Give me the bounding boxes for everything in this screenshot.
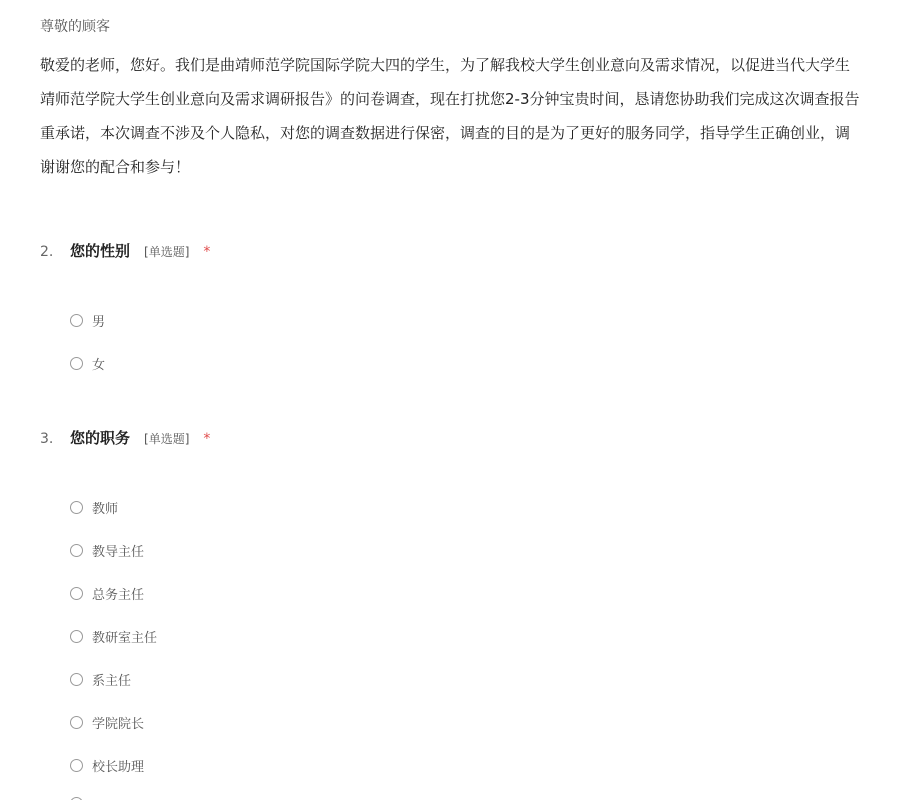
option-president-assistant[interactable] (70, 756, 144, 775)
option-label: 女 (92, 358, 106, 373)
option-department-head[interactable] (70, 670, 131, 689)
question-title: 您的性别 (70, 242, 131, 260)
intro-line: 敬爱的老师，您好。我们是曲靖师范学院国际学院大四的学生，为了解我校大学生创业意向及需求情况，以促进当代大学生 (40, 56, 851, 74)
radio-button[interactable] (70, 314, 83, 327)
question-position-header (40, 427, 210, 448)
option-female[interactable] (70, 354, 105, 373)
intro-line: 靖师范学院大学生创业意向及需求调研报告》的问卷调查，现在打扰您2-3分钟宝贵时间，恳请您协助我们完成这次调查报告 (40, 90, 860, 108)
option-dean-of-studies[interactable] (70, 541, 144, 560)
radio-button[interactable] (70, 759, 83, 772)
question-number: 2. (40, 244, 54, 260)
radio-button[interactable] (70, 501, 83, 514)
option-label: 教导主任 (92, 545, 145, 560)
option-male[interactable] (70, 311, 105, 330)
question-gender-header (40, 240, 210, 261)
option-college-dean[interactable] (70, 713, 144, 732)
greeting-text: 尊敬的顾客 (40, 19, 110, 35)
radio-button[interactable] (70, 357, 83, 370)
radio-button[interactable] (70, 630, 83, 643)
intro-line: 谢谢您的配合和参与！ (40, 158, 191, 176)
question-type-label: [单选题] (144, 432, 190, 446)
intro-line: 重承诺，本次调查不涉及个人隐私，对您的调查数据进行保密，调查的目的是为了更好的服务同学，指导学生正确创业，调 (40, 124, 851, 142)
required-asterisk: * (203, 244, 211, 260)
radio-button[interactable] (70, 673, 83, 686)
radio-button[interactable] (70, 544, 83, 557)
question-title: 您的职务 (70, 429, 131, 447)
option-label: 教研室主任 (92, 631, 158, 646)
question-number: 3. (40, 431, 54, 447)
radio-button[interactable] (70, 587, 83, 600)
option-teacher[interactable] (70, 498, 118, 517)
required-asterisk: * (203, 431, 211, 447)
option-label: 校长助理 (92, 760, 145, 775)
option-general-affairs[interactable] (70, 584, 144, 603)
radio-button[interactable] (70, 716, 83, 729)
option-label: 系主任 (92, 674, 132, 689)
option-label: 教师 (92, 502, 119, 517)
option-label: 总务主任 (92, 588, 145, 603)
option-teaching-research[interactable] (70, 627, 157, 646)
option-label: 学院院长 (92, 717, 145, 732)
option-label: 男 (92, 315, 106, 330)
question-type-label: [单选题] (144, 245, 190, 259)
